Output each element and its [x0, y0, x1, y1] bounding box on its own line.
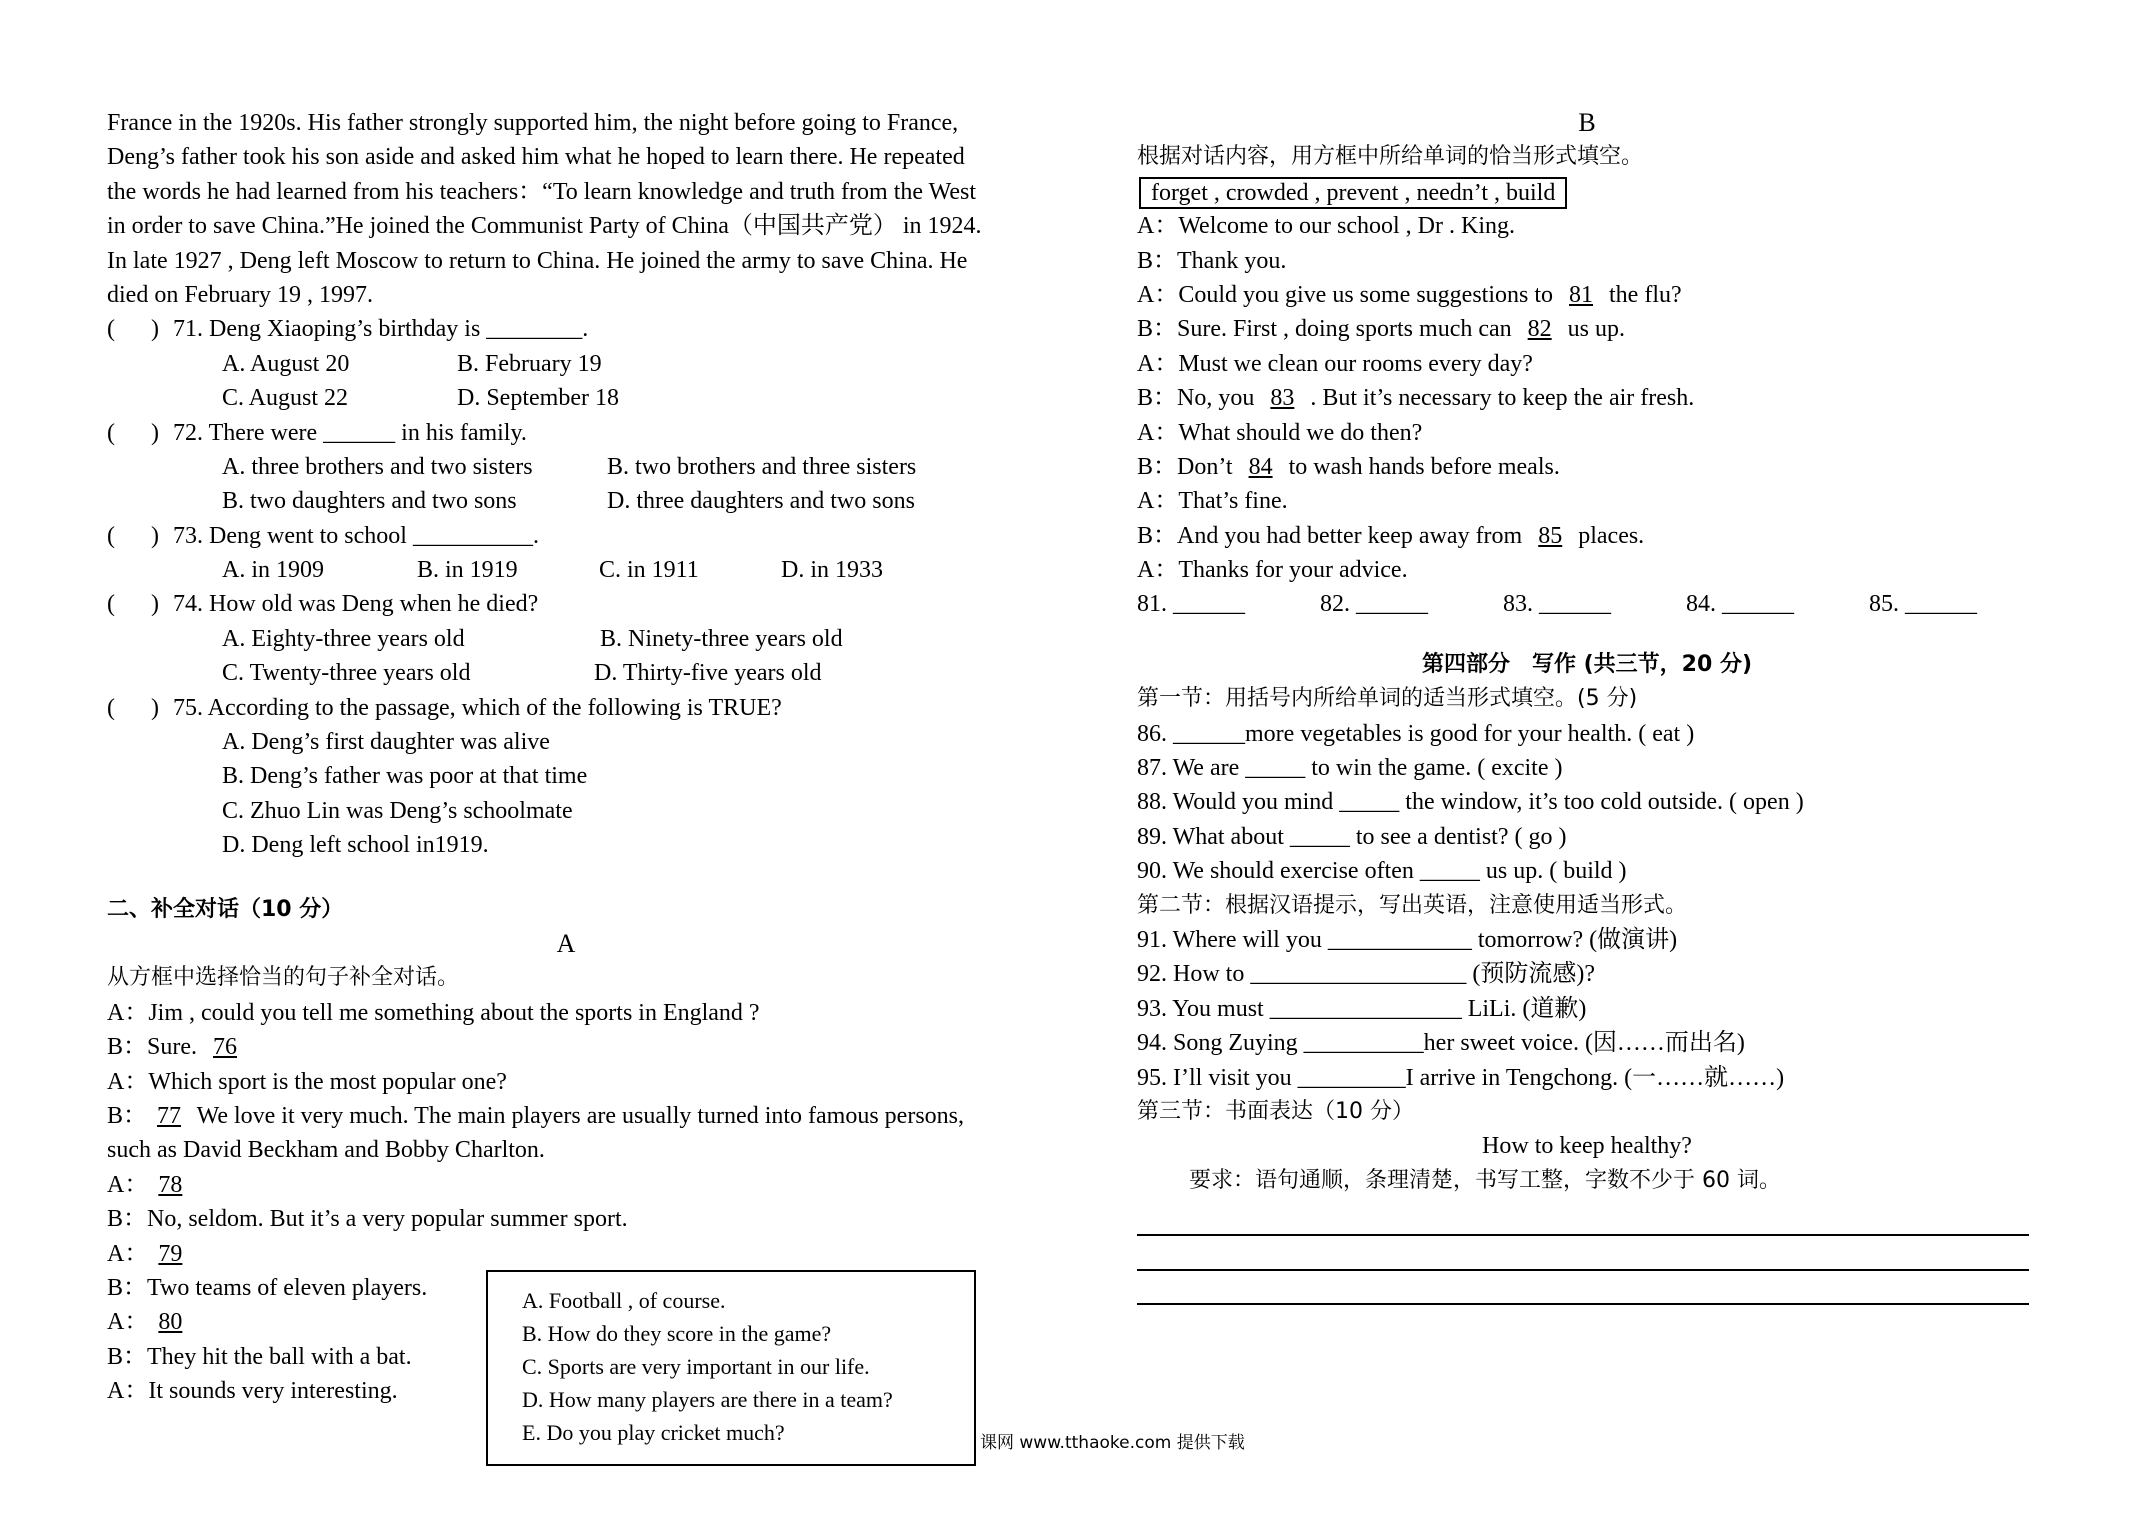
choice-box: [486, 1270, 976, 1466]
spacer: [107, 863, 1025, 893]
answer-blank[interactable]: 85. ______: [1869, 591, 1977, 618]
options-row: [107, 450, 1025, 484]
question-stem: 74. How old was Deng when he died?: [173, 591, 539, 618]
blank-81[interactable]: 81: [1569, 281, 1594, 308]
question-stem: 73. Deng went to school __________.: [173, 522, 539, 549]
passage-line: died on February 19 , 1997.: [107, 281, 373, 308]
dialogue-b: [1137, 209, 2037, 587]
answer-blanks-row: [1137, 587, 1977, 621]
answer-paren[interactable]: ( ): [107, 522, 159, 549]
essay-requirement: 要求：语句通顺，条理清楚，书写工整，字数不少于 60 词。: [1189, 1167, 1781, 1193]
answer-paren[interactable]: ( ): [107, 316, 159, 343]
spacer: [1137, 622, 2037, 648]
dialogue-line: A： 80: [107, 1305, 1025, 1339]
question-71: [107, 312, 1025, 346]
question-72: [107, 416, 1025, 450]
question-74: [107, 587, 1025, 621]
option-b: B. February 19: [457, 350, 602, 377]
sec1-title: 第一节：用括号内所给单词的适当形式填空。(5 分): [1137, 686, 1638, 712]
choice-item: C. Sports are very important in our life.: [522, 1354, 870, 1379]
sec2-item: 91. Where will you ____________ tomorrow? (做演讲): [1137, 926, 1678, 953]
sec2-item: 93. You must ________________ LiLi. (道歉): [1137, 995, 1587, 1022]
section-a-instruction: 从方框中选择恰当的句子补全对话。: [107, 965, 460, 991]
options-row: [107, 828, 1025, 862]
option-b: B. in 1919: [417, 557, 518, 584]
options-row: [107, 347, 1025, 381]
choice-item: E. Do you play cricket much?: [522, 1420, 785, 1445]
dialogue-line: A：Which sport is the most popular one?: [107, 1068, 507, 1095]
blank-82[interactable]: 82: [1527, 316, 1552, 343]
blank-77[interactable]: 77: [157, 1102, 182, 1129]
answer-blank[interactable]: 81. ______: [1137, 591, 1245, 618]
blank-79[interactable]: 79: [158, 1240, 183, 1267]
sec1-item: 87. We are _____ to win the game. ( excite ): [1137, 755, 1563, 782]
passage-line: the words he had learned from his teachers：“To learn knowledge and truth from the West: [107, 178, 976, 205]
dialogue-line: B：Sure. First , doing sports much can 82 us up.: [1137, 316, 1625, 343]
blank-85[interactable]: 85: [1538, 522, 1563, 549]
right-column: [1137, 106, 2037, 1198]
word-box-row: [1137, 175, 2037, 209]
option-a: A. Deng’s first daughter was alive: [222, 729, 550, 756]
option-c: B. two daughters and two sons: [222, 488, 517, 515]
dialogue-line: A：Could you give us some suggestions to 81 the flu?: [1137, 281, 1682, 308]
answer-blank[interactable]: 83. ______: [1503, 591, 1611, 618]
dialogue-line: A：That’s fine.: [1137, 488, 1288, 515]
blank-84[interactable]: 84: [1248, 453, 1273, 480]
choice-item: B. How do they score in the game?: [522, 1321, 832, 1346]
dialogue-line: A：Jim , could you tell me something about the sports in England ?: [107, 999, 760, 1026]
answer-paren[interactable]: ( ): [107, 694, 159, 721]
sec1-item: 90. We should exercise often _____ us up. ( build ): [1137, 858, 1627, 885]
option-b: B. Deng’s father was poor at that time: [222, 763, 588, 790]
option-b: B. two brothers and three sisters: [607, 453, 917, 480]
dialogue-line: B：No, you 83 . But it’s necessary to keep the air fresh.: [1137, 385, 1695, 412]
writing-line[interactable]: [1137, 1234, 2029, 1236]
writing-line[interactable]: [1137, 1303, 2029, 1305]
blank-76[interactable]: 76: [213, 1034, 237, 1061]
question-75: [107, 691, 1025, 725]
dialogue-line: A：It sounds very interesting.: [107, 1378, 398, 1405]
option-d: D. Deng left school in1919.: [222, 832, 489, 859]
passage-line: France in the 1920s. His father strongly supported him, the night before going to France,: [107, 110, 959, 136]
blank-83[interactable]: 83: [1270, 385, 1295, 412]
dialogue-line: A：Must we clean our rooms every day?: [1137, 350, 1533, 377]
options-row: [107, 553, 1025, 587]
options-row: [107, 725, 1025, 759]
passage-line: Deng’s father took his son aside and asked him what he hoped to learn there. He repeated: [107, 144, 965, 171]
reading-passage: [107, 106, 1025, 312]
answer-blank[interactable]: 84. ______: [1686, 591, 1794, 618]
options-row: [107, 381, 1025, 415]
option-a: A. in 1909: [222, 557, 324, 584]
options-row: [107, 622, 1025, 656]
dialogue-line: B：Don’t 84 to wash hands before meals.: [1137, 453, 1560, 480]
section-b-label: B: [1578, 108, 1596, 137]
sec2-title: 第二节：根据汉语提示，写出英语，注意使用适当形式。: [1137, 892, 1688, 918]
options-row: [107, 759, 1025, 793]
dialogue-line: A： 79: [107, 1237, 1025, 1271]
passage-line: In late 1927 , Deng left Moscow to return to China. He joined the army to save China. He: [107, 247, 968, 274]
answer-paren[interactable]: ( ): [107, 419, 159, 446]
dialogue-line: A：Welcome to our school , Dr . King.: [1137, 213, 1515, 240]
essay-title: How to keep healthy?: [1482, 1133, 1692, 1160]
option-a: A. Eighty-three years old: [222, 625, 465, 652]
left-column: [107, 106, 1025, 1408]
option-b: B. Ninety-three years old: [600, 625, 843, 652]
dialogue-line: B：Two teams of eleven players.: [107, 1274, 428, 1301]
option-d: D. in 1933: [781, 557, 883, 584]
options-row: [107, 794, 1025, 828]
dialogue-line: B：They hit the ball with a bat.: [107, 1343, 412, 1370]
option-d: D. Thirty-five years old: [594, 660, 822, 687]
dialogue-line: B： 77 We love it very much. The main players are usually turned into famous persons,: [107, 1102, 965, 1129]
dialogue-line: A：What should we do then?: [1137, 419, 1423, 446]
question-stem: 72. There were ______ in his family.: [173, 419, 527, 446]
sec2-item: 95. I’ll visit you _________I arrive in Tengchong. (一……就……): [1137, 1064, 1785, 1091]
dialogue-line: B：Thank you.: [1137, 247, 1287, 274]
option-c: C. Zhuo Lin was Deng’s schoolmate: [222, 797, 573, 824]
options-row: [107, 484, 1025, 518]
answer-paren[interactable]: ( ): [107, 591, 159, 618]
option-c: C. August 22: [222, 385, 349, 412]
dialogue-line: such as David Beckham and Bobby Charlton.: [107, 1137, 545, 1164]
blank-78[interactable]: 78: [158, 1171, 183, 1198]
choice-item: D. How many players are there in a team?: [522, 1387, 893, 1412]
question-stem: 75. According to the passage, which of the following is TRUE?: [173, 694, 782, 721]
part-4-title: 第四部分 写作 (共三节，20 分): [1421, 651, 1753, 677]
answer-blank[interactable]: 82. ______: [1320, 591, 1428, 618]
question-stem: 71. Deng Xiaoping’s birthday is ________.: [173, 316, 589, 343]
option-c: C. in 1911: [599, 557, 699, 584]
dialogue-line: A：Thanks for your advice.: [1137, 557, 1408, 584]
dialogue-line: B：And you had better keep away from 85 places.: [1137, 522, 1645, 549]
sec3-title: 第三节：书面表达（10 分）: [1137, 1098, 1414, 1124]
section-2-title: 二、补全对话（10 分）: [107, 896, 344, 922]
dialogue-line: A： 78: [107, 1168, 1025, 1202]
section-b-instruction: 根据对话内容，用方框中所给单词的恰当形式填空。: [1137, 144, 1644, 170]
choice-item: A. Football , of course.: [522, 1288, 726, 1313]
options-row: [107, 656, 1025, 690]
section-a-label: A: [556, 928, 576, 958]
writing-line[interactable]: [1137, 1269, 2029, 1271]
sec1-item: 86. ______more vegetables is good for your health. ( eat ): [1137, 720, 1695, 747]
sec2-item: 94. Song Zuying __________her sweet voice. (因……而出名): [1137, 1030, 1745, 1057]
dialogue-line: B：No, seldom. But it’s a very popular summer sport.: [107, 1206, 628, 1233]
passage-line: in order to save China.”He joined the Communist Party of China（中国共产党） in 1924.: [107, 213, 982, 240]
option-a: A. three brothers and two sisters: [222, 453, 533, 480]
sec2-item: 92. How to __________________ (预防流感)?: [1137, 961, 1595, 988]
word-box: forget , crowded , prevent , needn’t , build: [1139, 177, 1567, 209]
option-a: A. August 20: [222, 350, 350, 377]
blank-80[interactable]: 80: [158, 1309, 183, 1336]
sec1-item: 89. What about _____ to see a dentist? ( go ): [1137, 823, 1567, 850]
option-d: D. September 18: [457, 385, 619, 412]
option-d: D. three daughters and two sons: [607, 488, 915, 515]
footer-source: 课网 www.tthaoke.com 提供下载: [980, 1433, 1245, 1453]
option-c: C. Twenty-three years old: [222, 660, 471, 687]
question-73: [107, 519, 1025, 553]
dialogue-line: B：Sure. 76: [107, 1030, 1025, 1064]
sec1-item: 88. Would you mind _____ the window, it’s too cold outside. ( open ): [1137, 789, 1804, 816]
